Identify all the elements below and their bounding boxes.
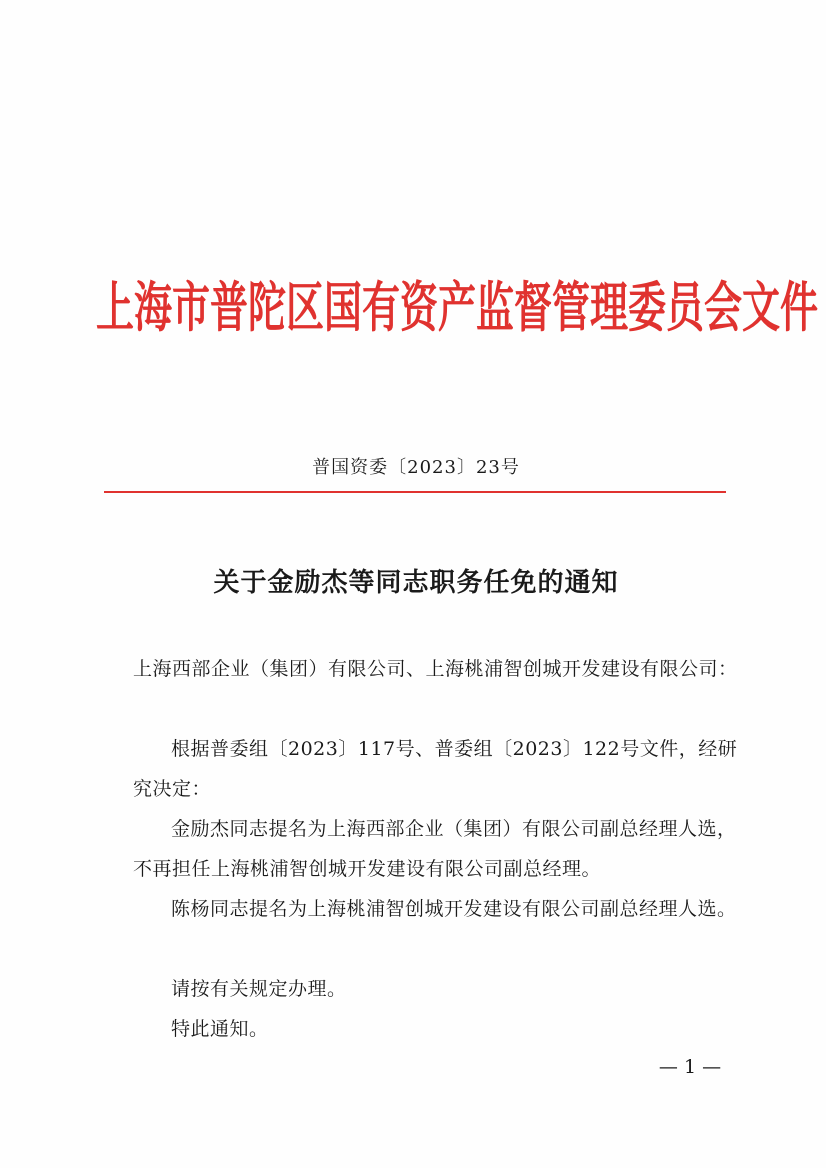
issuing-authority-header: 上海市普陀区国有资产监督管理委员会文件	[96, 276, 819, 339]
paragraph-appointment-chen: 陈杨同志提名为上海桃浦智创城开发建设有限公司副总经理人选。	[171, 898, 737, 920]
paragraph-appointment-jin: 金励杰同志提名为上海西部企业（集团）有限公司副总经理人选，不再担任上海桃浦智创城开发建设有限公司副总经理。	[133, 818, 737, 880]
document-number: 普国资委〔2023〕23号	[312, 457, 520, 478]
paragraph-basis: 根据普委组〔2023〕117号、普委组〔2023〕122号文件，经研究决定：	[133, 738, 738, 800]
header-divider	[104, 491, 726, 493]
document-title: 关于金励杰等同志职务任免的通知	[213, 568, 619, 598]
page-number: — 1 —	[658, 1056, 722, 1078]
paragraph-instruction: 请按有关规定办理。	[171, 978, 347, 1000]
addressee: 上海西部企业（集团）有限公司、上海桃浦智创城开发建设有限公司：	[133, 658, 738, 680]
paragraph-closing: 特此通知。	[171, 1018, 269, 1040]
